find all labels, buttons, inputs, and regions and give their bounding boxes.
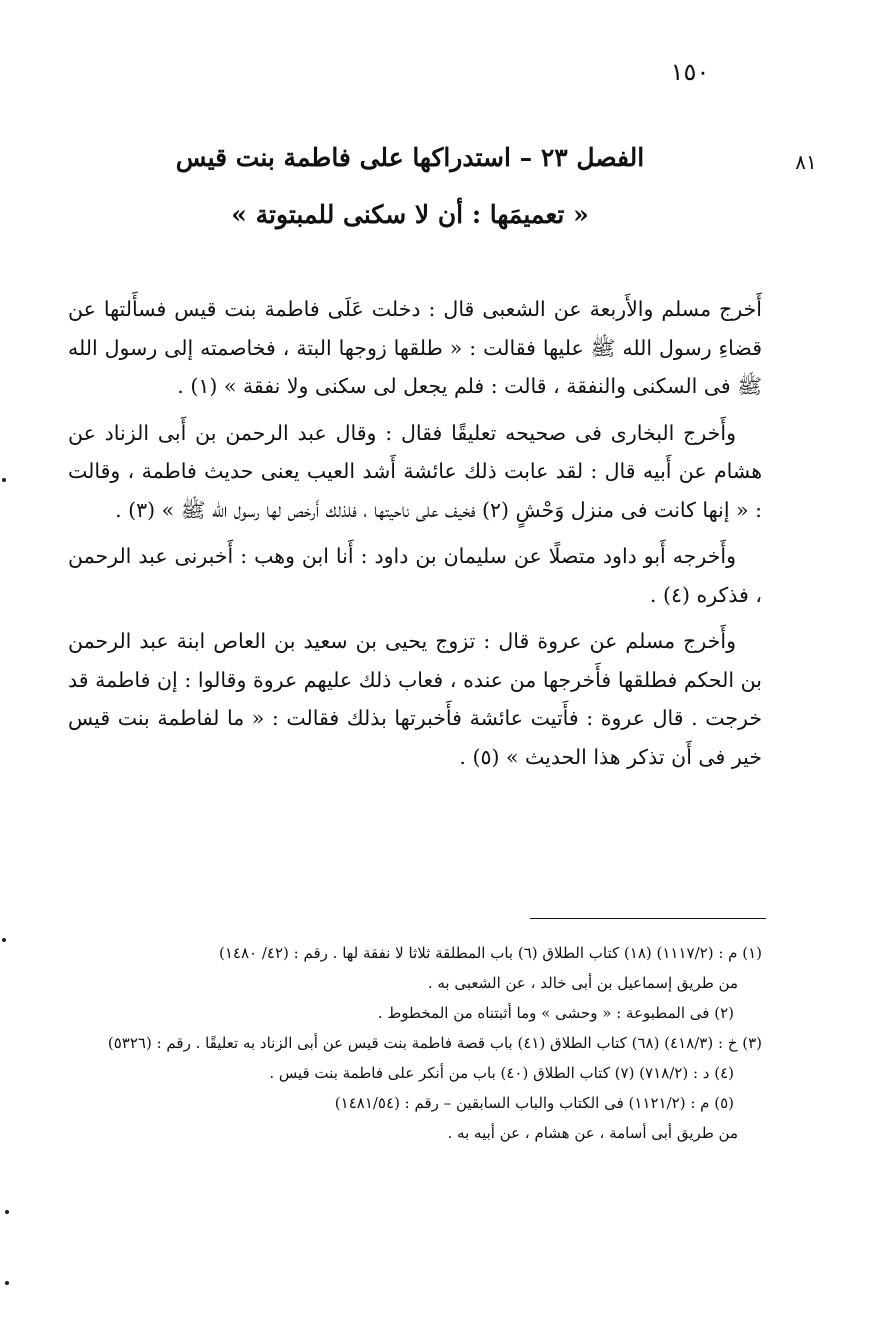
footnote-continuation: من طريق أبى أسامة ، عن هشام ، عن أبيه به . bbox=[447, 1124, 738, 1142]
paragraph: وأَخرجه أَبو داود متصلًا عن سليمان بن داود : أَنا ابن وهب : أَخبرنى عبد الرحمن ، فذكره (٤) . bbox=[68, 544, 762, 607]
paragraph: وأَخرج البخارى فى صحيحه تعليقًا فقال : وقال عبد الرحمن بن أَبى الزناد عن هشام عن أَبيه قال : لقد عابت ذلك عائشة أَشد العيب يعنى حديث فاطمة ، وقالت : « إنها كانت فى منزل وَحْشٍ (٢) فخيف على ناحيتها ، فلذلك أَرخص لها رسول الله ﷺ » (٣) . bbox=[68, 420, 762, 522]
footnote: (٢) فى المطبوعة : « وحشى » وما أثبتناه من المخطوط . bbox=[377, 1004, 734, 1022]
footnotes bbox=[68, 938, 762, 1148]
footnote-continuation: من طريق إسماعيل بن أبى خالد ، عن الشعبى به . bbox=[427, 974, 738, 992]
footnote: (١) م : (١١١٧/٢) (١٨) كتاب الطلاق (٦) باب المطلقة ثلاثا لا نفقة لها . رقم : (٤٢/ ١٤٨٠) bbox=[219, 944, 762, 962]
margin-mark bbox=[2, 478, 6, 482]
margin-mark bbox=[5, 1210, 9, 1214]
footnote: (٤) د : (٧١٨/٢) (٧) كتاب الطلاق (٤٠) باب من أنكر على فاطمة بنت قيس . bbox=[269, 1064, 734, 1082]
margin-mark bbox=[5, 1281, 9, 1285]
margin-mark bbox=[2, 938, 6, 942]
footnote-separator bbox=[530, 918, 766, 919]
side-number: ٨١ bbox=[795, 150, 817, 174]
footnote: (٣) خ : (٤١٨/٣) (٦٨) كتاب الطلاق (٤١) باب قصة فاطمة بنت قيس عن أبى الزناد به تعليقًا . رقم : (٥٣٢٦) bbox=[107, 1034, 762, 1052]
footnote: (٥) م : (١١٢١/٢) فى الكتاب والباب السابقين – رقم : (١٤٨١/٥٤) bbox=[334, 1094, 734, 1112]
chapter-title: الفصل ٢٣ – استدراكها على فاطمة بنت قيس bbox=[175, 143, 645, 172]
paragraph: وأَخرج مسلم عن عروة قال : تزوج يحيى بن سعيد بن العاص ابنة عبد الرحمن بن الحكم فطلقها فأَخرجها من عنده ، فعاب ذلك عليهم عروة وقالوا : إن فاطمة قد خرجت . قال عروة : فأَتيت عائشة فأَخبرتها بذلك فقالت : « ما لفاطمة بنت قيس خير فى أَن تذكر هذا الحديث » (٥) . bbox=[68, 629, 762, 769]
page-number: ١٥٠ bbox=[670, 58, 710, 86]
chapter-subtitle: « تعميمَها : أن لا سكنى للمبتوتة » bbox=[231, 200, 589, 229]
paragraph: أَخرج مسلم والأَربعة عن الشعبى قال : دخلت عَلَى فاطمة بنت قيس فسأَلتها عن قضاءِ رسول الله ﷺ عليها فقالت : « طلقها زوجها البتة ، فخاصمته إلى رسول الله ﷺ فى السكنى والنفقة ، قالت : فلم يجعل لى سكنى ولا نفقة » (١) . bbox=[68, 297, 762, 398]
main-text bbox=[68, 290, 762, 784]
